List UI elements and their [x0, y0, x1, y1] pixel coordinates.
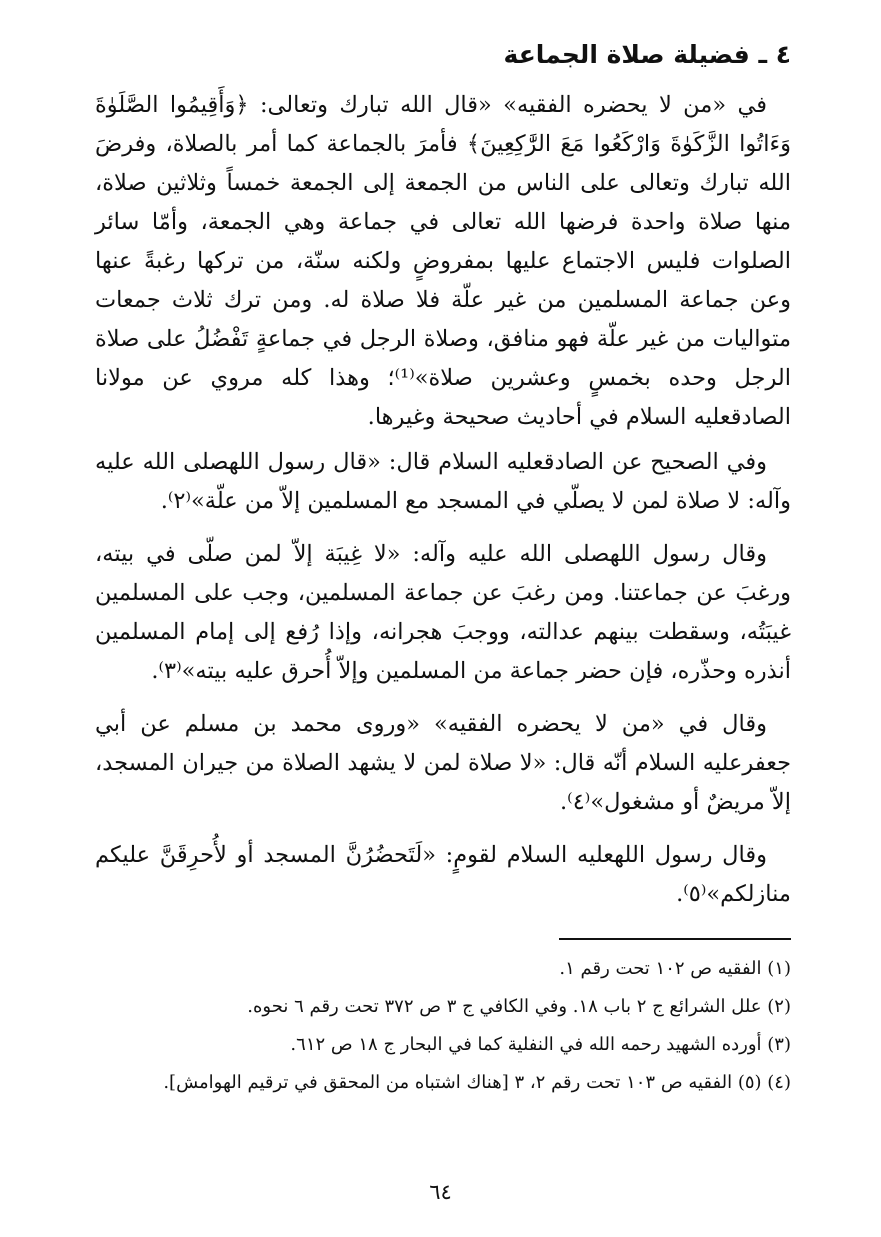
- body-text: [95, 86, 791, 914]
- paragraph-5: وقال رسول اللهعليه السلام لقومٍ: «لَتَحضُرُنَّ المسجد أو لأُحرِقَنَّ عليكم منازلكم»⁽٥⁾.: [95, 842, 791, 907]
- footnote-3: (٣) أورده الشهيد رحمه الله في النفلية كما في البحار ج ١٨ ص ٦١٢.: [290, 1034, 791, 1055]
- section-heading: ٤ ـ فضيلة صلاة الجماعة: [503, 40, 791, 69]
- paragraph-1: في «من لا يحضره الفقيه» «قال الله تبارك وتعالى: ﴿وَأَقِيمُوا الصَّلَوٰةَ وَءَاتُوا الزَّكَوٰةَ وَارْكَعُوا مَعَ الرَّٰكِعِينَ﴾ فأمرَ بالجماعة كما أمر بالصلاة، وفرضَ الله تبارك وتعالى على الناس من الجمعة إلى الجمعة خمساً وثلاثين صلاة، منها صلاة واحدة فرضها الله تعالى في جماعة وهي الجمعة، وأمّا سائر الصلوات فليس الاجتماع عليها بمفروضٍ ولكنه سنّة، من تركها رغبةً عنها وعن جماعة المسلمين من غير علّة فلا صلاة له. ومن ترك ثلاث جمعات متواليات من غير علّة فهو منافق، وصلاة الرجل في جماعةٍ تَفْضُلُ على صلاة الرجل وحده بخمسٍ وعشرين صلاة»⁽¹⁾؛ وهذا كله مروي عن مولانا الصادقعليه السلام في أحاديث صحيحة وغيرها.: [95, 92, 791, 430]
- paragraph-2: وفي الصحيح عن الصادقعليه السلام قال: «قال رسول اللهصلى الله عليه وآله: لا صلاة لمن لا يصلّي في المسجد مع المسلمين إلاّ من علّة»⁽٢⁾.: [95, 449, 791, 514]
- page-number: ٦٤: [429, 1180, 452, 1204]
- footnote-4: (٤) (٥) الفقيه ص ١٠٣ تحت رقم ٢، ٣ [هناك اشتباه من المحقق في ترقيم الهوامش].: [163, 1072, 791, 1093]
- footnote-divider: [559, 938, 791, 940]
- footnotes: [95, 954, 791, 1098]
- footnote-2: (٢) علل الشرائع ج ٢ باب ١٨. وفي الكافي ج ٣ ص ٣٧٢ تحت رقم ٦ نحوه.: [247, 996, 791, 1017]
- paragraph-4: وقال في «من لا يحضره الفقيه» «وروى محمد بن مسلم عن أبي جعفرعليه السلام أنّه قال: «لا صلاة لمن لا يشهد الصلاة من جيران المسجد، إلاّ مريضٌ أو مشغول»⁽٤⁾.: [95, 711, 791, 815]
- paragraph-3: وقال رسول اللهصلى الله عليه وآله: «لا غِيبَة إلاّ لمن صلّى في بيته، ورغبَ عن جماعتنا. ومن رغبَ عن جماعة المسلمين، وجب على المسلمين غيبَتُه، وسقطت بينهم عدالته، ووجبَ هجرانه، وإذا رُفع إلى إمام المسلمين أنذره وحذّره، فإن حضر جماعة من المسلمين وإلاّ أُحرق عليه بيته»⁽٣⁾.: [95, 541, 791, 684]
- footnote-1: (١) الفقيه ص ١٠٢ تحت رقم ١.: [559, 958, 791, 979]
